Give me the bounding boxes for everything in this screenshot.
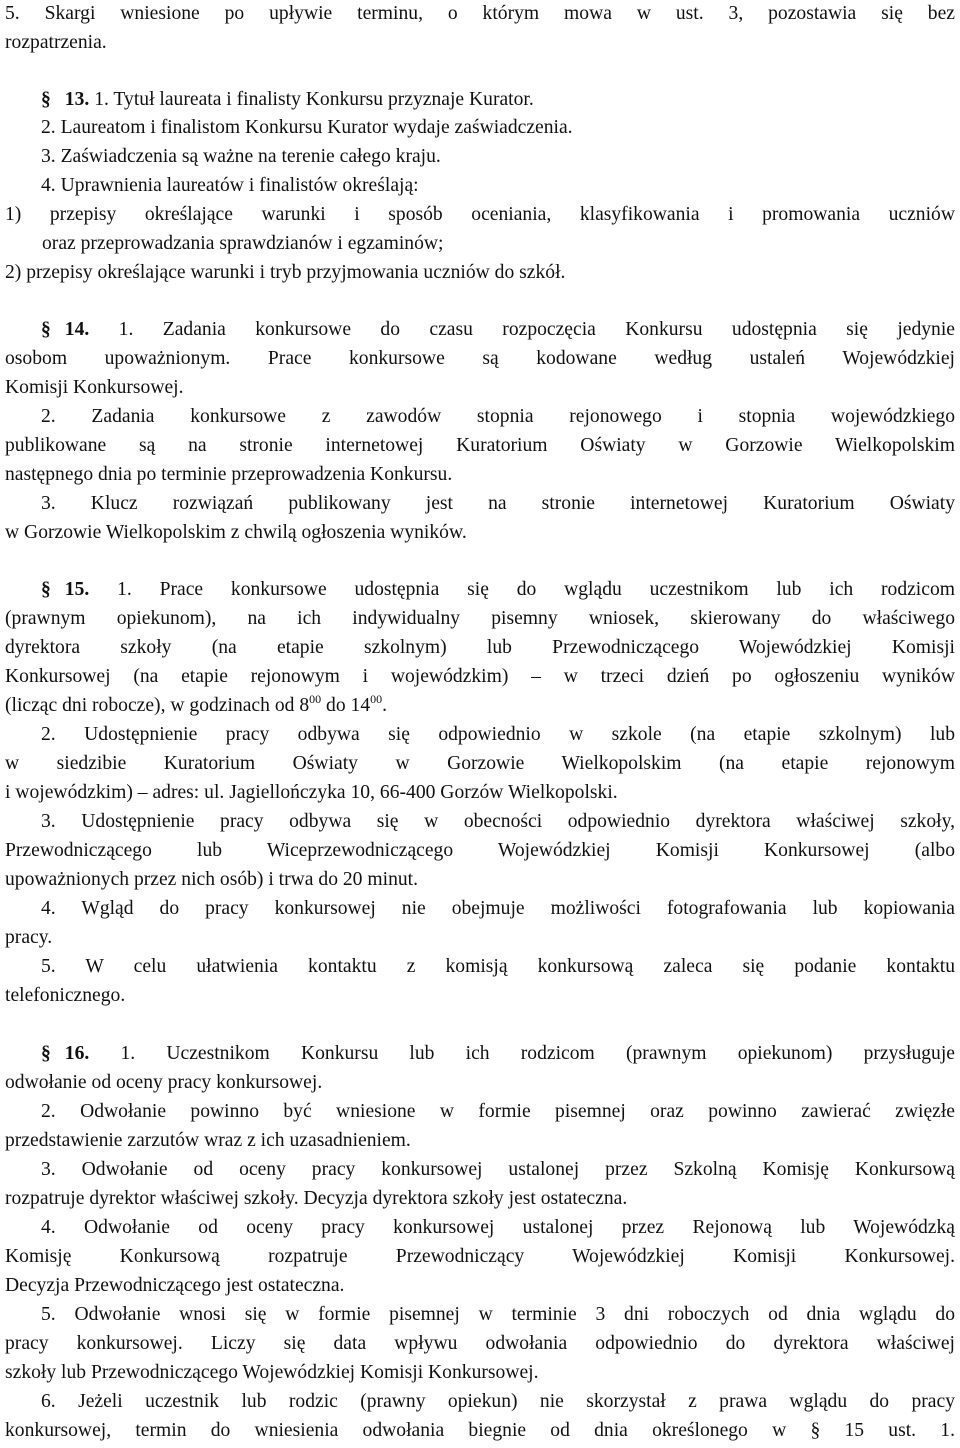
text-line: przedstawienie zarzutów wraz z ich uzasadnieniem. bbox=[5, 1130, 411, 1151]
text-line: Decyzja Przewodniczącego jest ostateczna. bbox=[5, 1275, 345, 1296]
hours-line bbox=[5, 692, 955, 720]
section-mark: § bbox=[41, 579, 51, 600]
text-line: 2. Zadania konkursowe z zawodów stopnia rejonowego i stopnia wojewódzkiego bbox=[41, 406, 955, 427]
text-line: osobom upoważnionym. Prace konkursowe są kodowane według ustaleń Wojewódzkiej bbox=[5, 348, 955, 369]
list-item: 2) przepisy określające warunki i tryb przyjmowania uczniów do szkół. bbox=[5, 262, 566, 283]
section-number: 13. bbox=[64, 89, 90, 110]
text-fragment: (licząc dni robocze), w godzinach od 8 bbox=[5, 695, 310, 716]
list-item: 1) przepisy określające warunki i sposób oceniania, klasyfikowania i promowania uczniów bbox=[5, 204, 955, 225]
text-line: 4. Uprawnienia laureatów i finalistów określają: bbox=[41, 175, 419, 196]
text-line: 1. Prace konkursowe udostępnia się do wglądu uczestnikom lub ich rodzicom bbox=[89, 579, 955, 600]
section-13-heading bbox=[5, 86, 955, 114]
text-line: pracy. bbox=[5, 927, 53, 948]
text-line: dyrektora szkoły (na etapie szkolnym) lub Przewodniczącego Wojewódzkiej Komisji bbox=[5, 637, 955, 658]
text-line: 3. Klucz rozwiązań publikowany jest na stronie internetowej Kuratorium Oświaty bbox=[41, 493, 955, 514]
text-line: 3. Odwołanie od oceny pracy konkursowej ustalonej przez Szkolną Komisję Konkursową bbox=[41, 1159, 955, 1180]
text-line: szkoły lub Przewodniczącego Wojewódzkiej Komisji Konkursowej. bbox=[5, 1362, 539, 1383]
text-line: 5. Odwołanie wnosi się w formie pisemnej w terminie 3 dni roboczych od dnia wglądu do bbox=[41, 1304, 955, 1325]
text-line: 4. Wgląd do pracy konkursowej nie obejmuje możliwości fotografowania lub kopiowania bbox=[41, 898, 955, 919]
text-line: 2. Laureatom i finalistom Konkursu Kurator wydaje zaświadczenia. bbox=[41, 117, 573, 138]
text-line: 1. Uczestnikom Konkursu lub ich rodzicom (prawnym opiekunom) przysługuje bbox=[89, 1043, 955, 1064]
text-line: 1. Zadania konkursowe do czasu rozpoczęcia Konkursu udostępnia się jedynie bbox=[89, 319, 955, 340]
text-line: telefonicznego. bbox=[5, 985, 126, 1006]
text-line: 2. Udostępnienie pracy odbywa się odpowiednio w szkole (na etapie szkolnym) lub bbox=[41, 724, 955, 745]
section-14-heading bbox=[5, 316, 955, 344]
text-line: 4. Odwołanie od oceny pracy konkursowej ustalonej przez Rejonową lub Wojewódzką bbox=[41, 1217, 955, 1238]
text-line: Konkursowej (na etapie rejonowym i wojewódzkim) – w trzeci dzień po ogłoszeniu wyników bbox=[5, 666, 955, 687]
text-fragment: . bbox=[382, 695, 388, 716]
text-line: publikowane są na stronie internetowej Kuratorium Oświaty w Gorzowie Wielkopolskim bbox=[5, 435, 955, 456]
text-line: 3. Zaświadczenia są ważne na terenie całego kraju. bbox=[41, 146, 441, 167]
text-line: w siedzibie Kuratorium Oświaty w Gorzowie Wielkopolskim (na etapie rejonowym bbox=[5, 753, 955, 774]
section-16-heading bbox=[5, 1040, 955, 1068]
section-number: 16. bbox=[64, 1043, 90, 1064]
text-line: 6. Jeżeli uczestnik lub rodzic (prawny opiekun) nie skorzystał z prawa wglądu do pracy bbox=[41, 1391, 955, 1412]
text-line: 3. Udostępnienie pracy odbywa się w obecności odpowiednio dyrektora właściwej szkoły, bbox=[41, 811, 955, 832]
text-line: 1. Tytuł laureata i finalisty Konkursu przyznaje Kurator. bbox=[89, 89, 534, 110]
text-line: rozpatrzenia. bbox=[5, 32, 107, 53]
section-number: 14. bbox=[64, 319, 90, 340]
text-line: 2. Odwołanie powinno być wniesione w formie pisemnej oraz powinno zawierać zwięzłe bbox=[41, 1101, 955, 1122]
text-line: w Gorzowie Wielkopolskim z chwilą ogłoszenia wyników. bbox=[5, 522, 467, 543]
superscript: 00 bbox=[309, 692, 322, 706]
list-item-continuation: oraz przeprowadzania sprawdzianów i egzaminów; bbox=[42, 233, 444, 254]
text-line: Komisji Konkursowej. bbox=[5, 377, 184, 398]
section-mark: § bbox=[41, 319, 51, 340]
text-line: Komisję Konkursową rozpatruje Przewodniczący Wojewódzkiej Komisji Konkursowej. bbox=[5, 1246, 955, 1267]
text-line: następnego dnia po terminie przeprowadzenia Konkursu. bbox=[5, 464, 453, 485]
section-mark: § bbox=[41, 89, 51, 110]
text-line: 5. Skargi wniesione po upływie terminu, o którym mowa w ust. 3, pozostawia się bez bbox=[5, 3, 955, 24]
text-fragment: do 14 bbox=[321, 695, 371, 716]
text-line: pracy konkursowej. Liczy się data wpływu odwołania odpowiednio do dyrektora właściwej bbox=[5, 1333, 955, 1354]
superscript: 00 bbox=[370, 692, 383, 706]
text-line: rozpatruje dyrektor właściwej szkoły. Decyzja dyrektora szkoły jest ostateczna. bbox=[5, 1188, 628, 1209]
text-line: i wojewódzkim) – adres: ul. Jagiellończyka 10, 66-400 Gorzów Wielkopolski. bbox=[5, 782, 618, 803]
text-line: Przewodniczącego lub Wiceprzewodniczącego Wojewódzkiej Komisji Konkursowej (albo bbox=[5, 840, 955, 861]
text-line: odwołanie od oceny pracy konkursowej. bbox=[5, 1072, 323, 1093]
section-15-heading bbox=[5, 576, 955, 604]
text-line: upoważnionych przez nich osób) i trwa do 20 minut. bbox=[5, 869, 418, 890]
section-number: 15. bbox=[64, 579, 90, 600]
text-line: 5. W celu ułatwienia kontaktu z komisją konkursową zaleca się podanie kontaktu bbox=[41, 956, 955, 977]
text-line: (prawnym opiekunom), na ich indywidualny pisemny wniosek, skierowany do właściwego bbox=[5, 608, 955, 629]
section-mark: § bbox=[41, 1043, 51, 1064]
text-line: konkursowej, termin do wniesienia odwołania biegnie od dnia określonego w § 15 ust. 1. bbox=[5, 1420, 955, 1441]
